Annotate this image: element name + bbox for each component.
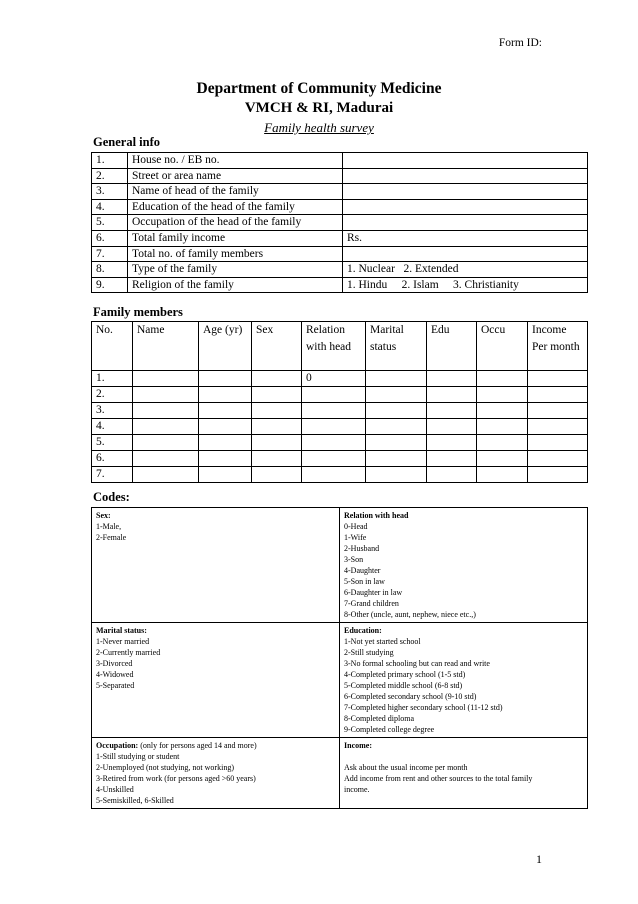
family-member-row (92, 467, 588, 483)
family-member-cell[interactable] (252, 419, 302, 435)
general-info-row (92, 230, 588, 246)
family-member-cell[interactable] (133, 387, 199, 403)
family-member-cell[interactable] (477, 371, 528, 387)
family-member-cell[interactable] (366, 467, 427, 483)
form-id-label: Form ID: (498, 37, 542, 49)
page-number: 1 (536, 852, 542, 866)
family-member-cell[interactable] (477, 451, 528, 467)
family-member-cell[interactable] (427, 419, 477, 435)
general-info-row-value[interactable] (343, 215, 588, 231)
code-item: 3-Retired from work (for persons aged >60 years) (96, 774, 256, 783)
family-member-cell[interactable] (199, 467, 252, 483)
income-codes-list (344, 751, 583, 795)
general-info-row-number: 9. (92, 277, 128, 293)
general-info-row (92, 153, 588, 169)
general-info-row-label: Religion of the family (128, 277, 343, 293)
institute-title: VMCH & RI, Madurai (244, 100, 394, 116)
code-item: 5-Separated (96, 681, 135, 690)
family-member-cell[interactable] (133, 371, 199, 387)
code-item: 7-Grand children (344, 599, 399, 608)
family-member-cell[interactable] (477, 403, 528, 419)
family-member-cell[interactable] (366, 403, 427, 419)
family-member-number: 7. (92, 467, 133, 483)
code-item (344, 751, 583, 762)
codes-heading: Codes: (93, 490, 130, 504)
family-members-table (91, 321, 588, 483)
code-item: 2-Still studying (344, 648, 394, 657)
code-item: 6-Completed secondary school (9-10 std) (344, 692, 477, 701)
education-codes-cell (340, 623, 588, 738)
code-item: 5-Son in law (344, 577, 385, 586)
general-info-row (92, 199, 588, 215)
sex-codes-title: Sex: (96, 511, 111, 520)
family-column-header: Marital status (366, 322, 427, 371)
code-item: 5-Semiskilled, 6-Skilled (96, 796, 174, 805)
code-item: 3-No formal schooling but can read and write (344, 659, 490, 668)
family-member-number: 2. (92, 387, 133, 403)
family-member-cell[interactable] (133, 451, 199, 467)
family-member-cell[interactable] (366, 387, 427, 403)
family-column-header: Relation with head (302, 322, 366, 371)
family-member-cell[interactable] (199, 371, 252, 387)
marital-codes-cell (92, 623, 340, 738)
family-member-row (92, 435, 588, 451)
family-member-number: 3. (92, 403, 133, 419)
family-member-cell[interactable] (427, 387, 477, 403)
general-info-row (92, 184, 588, 200)
general-info-row-label: Type of the family (128, 262, 343, 278)
family-member-cell[interactable] (199, 419, 252, 435)
occupation-codes-note: (only for persons aged 14 and more) (138, 741, 257, 750)
family-member-cell[interactable] (199, 435, 252, 451)
family-member-cell[interactable] (528, 435, 588, 451)
family-member-number: 1. (92, 371, 133, 387)
family-member-cell[interactable] (528, 403, 588, 419)
code-item: 1-Wife (344, 533, 367, 542)
family-member-cell[interactable] (302, 435, 366, 451)
code-item: 1-Still studying or student (96, 752, 180, 761)
sex-codes-list (96, 521, 335, 543)
family-members-heading: Family members (93, 305, 183, 319)
family-member-cell[interactable] (199, 451, 252, 467)
marital-codes-title: Marital status: (96, 626, 147, 635)
occupation-codes-title: Occupation: (96, 741, 139, 750)
code-item: 2-Unemployed (not studying, not working) (96, 763, 234, 772)
family-member-cell[interactable] (366, 419, 427, 435)
family-member-cell[interactable] (252, 403, 302, 419)
general-info-row-number: 5. (92, 215, 128, 231)
code-item: 9-Completed college degree (344, 725, 435, 734)
general-info-row (92, 246, 588, 262)
family-member-cell[interactable] (427, 435, 477, 451)
family-member-cell[interactable] (302, 403, 366, 419)
family-member-cell[interactable] (427, 403, 477, 419)
relation-codes-title: Relation with head (344, 511, 409, 520)
general-info-row-value[interactable]: 1. Nuclear 2. Extended (343, 262, 588, 278)
general-info-row-value[interactable] (343, 168, 588, 184)
occupation-codes-cell (92, 738, 340, 809)
general-info-row-number: 3. (92, 184, 128, 200)
general-info-row-value[interactable]: Rs. (343, 230, 588, 246)
family-column-header: Edu (427, 322, 477, 371)
code-item: 3-Son (344, 555, 364, 564)
family-member-cell[interactable] (133, 435, 199, 451)
general-info-row-number: 8. (92, 262, 128, 278)
general-info-row-value[interactable] (343, 199, 588, 215)
general-info-row-number: 2. (92, 168, 128, 184)
family-member-cell[interactable] (366, 451, 427, 467)
code-item: 0-Head (344, 522, 368, 531)
family-member-cell[interactable] (252, 387, 302, 403)
code-item: 4-Unskilled (96, 785, 134, 794)
relation-codes-list (344, 521, 583, 620)
family-member-cell[interactable] (477, 467, 528, 483)
family-member-cell[interactable] (252, 371, 302, 387)
family-member-cell[interactable] (302, 419, 366, 435)
family-member-cell[interactable] (528, 371, 588, 387)
family-column-header: Sex (252, 322, 302, 371)
occupation-codes-list (96, 751, 335, 806)
general-info-heading: General info (93, 135, 161, 149)
code-item: 7-Completed higher secondary school (11-12 std) (344, 703, 503, 712)
family-column-header: Name (133, 322, 199, 371)
family-header-row (92, 322, 588, 371)
family-member-number: 5. (92, 435, 133, 451)
family-member-cell[interactable] (528, 387, 588, 403)
code-item: 2-Female (96, 533, 127, 542)
general-info-row-label: Total family income (128, 230, 343, 246)
family-member-row (92, 371, 588, 387)
family-member-cell[interactable] (252, 451, 302, 467)
family-member-cell[interactable] (366, 371, 427, 387)
family-member-cell[interactable] (528, 451, 588, 467)
code-item: 4-Widowed (96, 670, 134, 679)
education-codes-list (344, 636, 583, 735)
general-info-row-value[interactable] (343, 184, 588, 200)
general-info-row-label: Street or area name (128, 168, 343, 184)
general-info-row-label: House no. / EB no. (128, 153, 343, 169)
general-info-row-number: 4. (92, 199, 128, 215)
family-member-cell[interactable] (133, 467, 199, 483)
general-info-row-label: Total no. of family members (128, 246, 343, 262)
general-info-row (92, 262, 588, 278)
general-info-table (91, 152, 588, 293)
code-item: 1-Male, (96, 522, 122, 531)
family-member-row (92, 419, 588, 435)
family-member-cell[interactable] (199, 403, 252, 419)
family-member-cell[interactable] (366, 435, 427, 451)
general-info-row-label: Education of the head of the family (128, 199, 343, 215)
family-member-cell[interactable] (477, 387, 528, 403)
code-item: 4-Completed primary school (1-5 std) (344, 670, 466, 679)
survey-title: Family health survey (264, 120, 374, 135)
income-codes-title: Income: (344, 741, 372, 750)
family-member-cell[interactable] (133, 419, 199, 435)
general-info-row-value[interactable] (343, 153, 588, 169)
family-member-cell[interactable] (528, 419, 588, 435)
income-codes-cell (340, 738, 588, 809)
family-member-cell[interactable] (427, 451, 477, 467)
family-member-cell[interactable] (477, 419, 528, 435)
code-item: 1-Never married (96, 637, 150, 646)
sex-codes-cell (92, 508, 340, 623)
family-column-header: Age (yr) (199, 322, 252, 371)
code-item: 3-Divorced (96, 659, 133, 668)
general-info-row-value[interactable]: 1. Hindu 2. Islam 3. Christianity (343, 277, 588, 293)
general-info-row-number: 7. (92, 246, 128, 262)
code-item: 8-Completed diploma (344, 714, 414, 723)
family-member-cell[interactable] (477, 435, 528, 451)
general-info-row-label: Name of head of the family (128, 184, 343, 200)
family-member-cell[interactable] (252, 435, 302, 451)
code-item: Ask about the usual income per month (344, 763, 468, 772)
department-title: Department of Community Medicine (196, 80, 442, 97)
family-member-row (92, 387, 588, 403)
family-member-cell[interactable] (133, 403, 199, 419)
general-info-row-label: Occupation of the head of the family (128, 215, 343, 231)
family-member-number: 6. (92, 451, 133, 467)
code-item: 2-Currently married (96, 648, 161, 657)
family-member-cell[interactable] (427, 467, 477, 483)
general-info-row-number: 1. (92, 153, 128, 169)
general-info-row (92, 277, 588, 293)
codes-table (91, 507, 588, 809)
family-member-cell[interactable] (302, 467, 366, 483)
general-info-row-value[interactable] (343, 246, 588, 262)
general-info-row-number: 6. (92, 230, 128, 246)
code-item: income. (344, 785, 370, 794)
general-info-row (92, 168, 588, 184)
code-item: Add income from rent and other sources to the total family (344, 774, 533, 783)
relation-codes-cell (340, 508, 588, 623)
code-item: 6-Daughter in law (344, 588, 403, 597)
family-column-header: Occu (477, 322, 528, 371)
family-member-cell[interactable] (528, 467, 588, 483)
code-item: 4-Daughter (344, 566, 381, 575)
code-item: 2-Husband (344, 544, 380, 553)
code-item: 8-Other (uncle, aunt, nephew, niece etc.,) (344, 610, 476, 619)
family-member-cell[interactable] (427, 371, 477, 387)
family-member-cell[interactable]: 0 (302, 371, 366, 387)
family-member-row (92, 451, 588, 467)
education-codes-title: Education: (344, 626, 382, 635)
family-column-header: Income Per month (528, 322, 588, 371)
family-member-row (92, 403, 588, 419)
family-column-header: No. (92, 322, 133, 371)
code-item: 1-Not yet started school (344, 637, 421, 646)
general-info-row (92, 215, 588, 231)
family-member-number: 4. (92, 419, 133, 435)
family-member-cell[interactable] (252, 467, 302, 483)
family-member-cell[interactable] (302, 451, 366, 467)
family-member-cell[interactable] (302, 387, 366, 403)
marital-codes-list (96, 636, 335, 691)
code-item: 5-Completed middle school (6-8 std) (344, 681, 463, 690)
family-member-cell[interactable] (199, 387, 252, 403)
